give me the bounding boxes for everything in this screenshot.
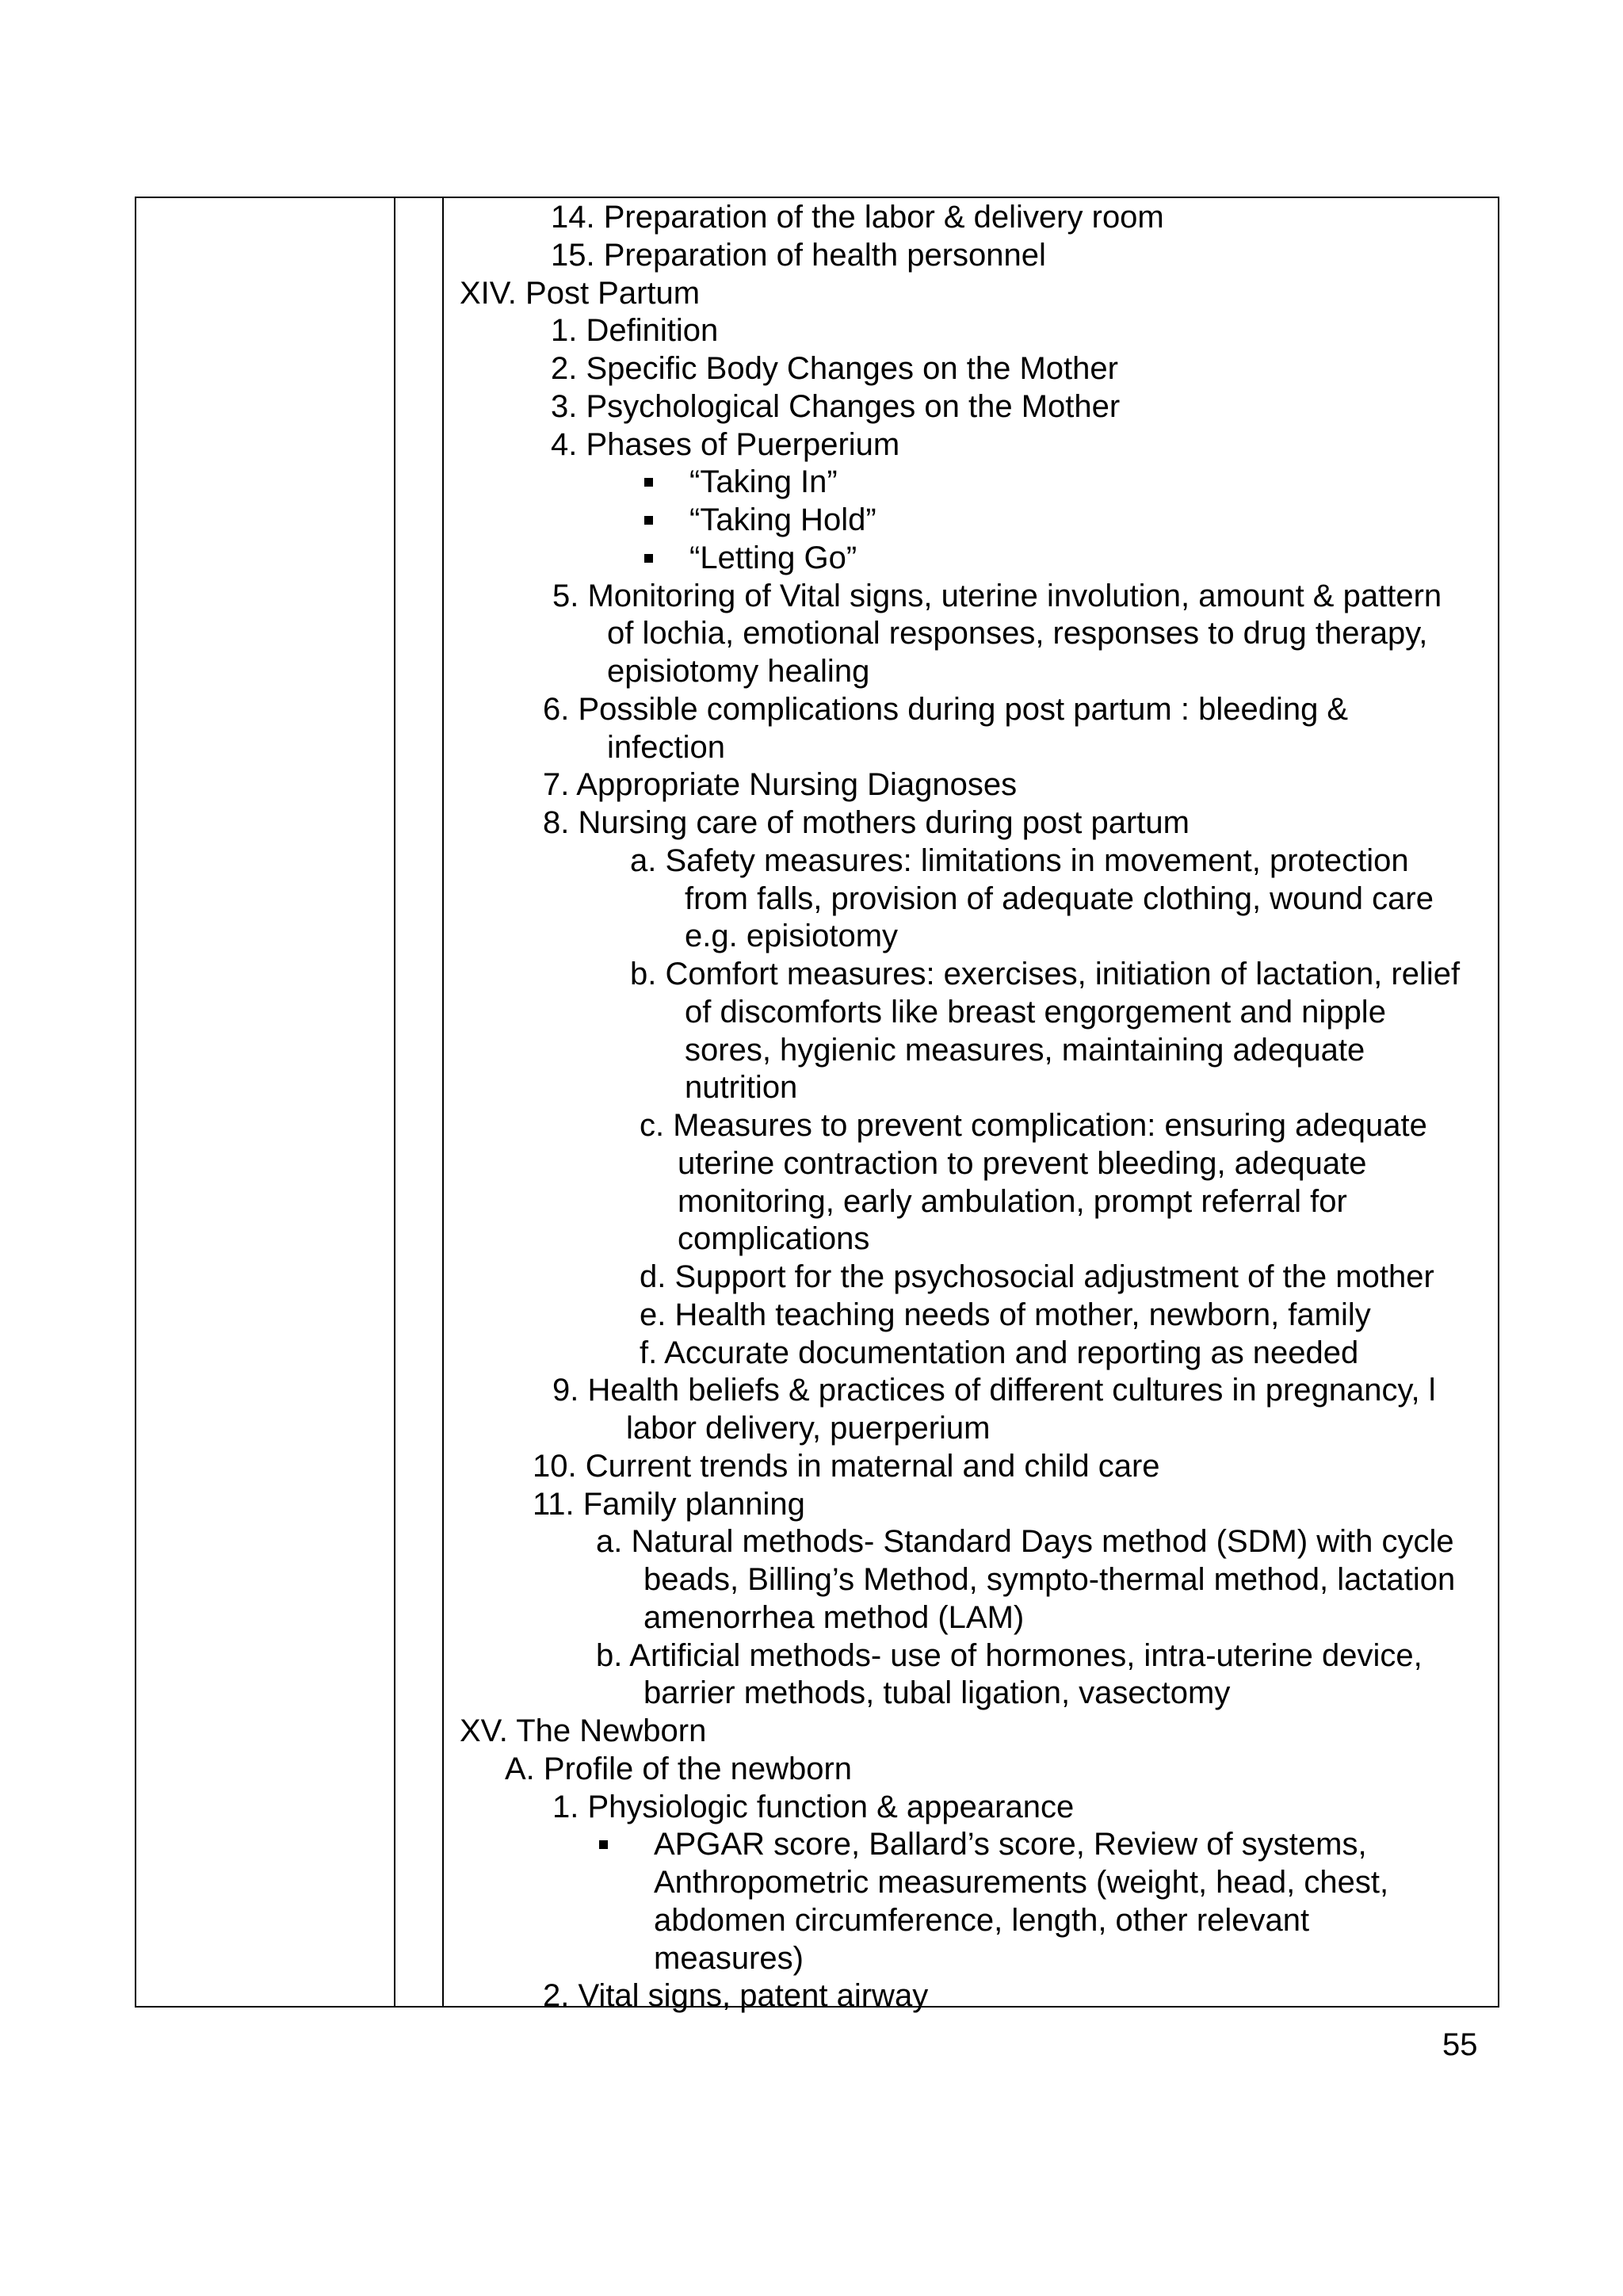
content-line: 1. Definition: [551, 313, 719, 349]
content-line: 4. Phases of Puerperium: [551, 426, 900, 462]
bullet-icon: [599, 1840, 608, 1849]
content-line: e. Health teaching needs of mother, newborn, family: [640, 1297, 1371, 1332]
bullet-icon: [644, 516, 653, 525]
content-line: infection: [607, 729, 725, 765]
content-line: monitoring, early ambulation, prompt referral for: [678, 1183, 1347, 1219]
content-line: uterine contraction to prevent bleeding, adequate: [678, 1145, 1367, 1181]
content-line: measures): [654, 1940, 804, 1976]
content-line: “Taking In”: [689, 464, 838, 500]
content-line: 9. Health beliefs & practices of different cultures in pregnancy, l: [552, 1373, 1436, 1408]
content-line: 2. Vital signs, patent airway: [543, 1978, 929, 2014]
content-line: complications: [678, 1221, 870, 1257]
content-line: d. Support for the psychosocial adjustment of the mother: [640, 1259, 1434, 1294]
content-line: 14. Preparation of the labor & delivery room: [551, 200, 1164, 235]
content-line: from falls, provision of adequate clothing, wound care: [685, 881, 1434, 916]
content-line: labor delivery, puerperium: [626, 1411, 991, 1446]
content-line: barrier methods, tubal ligation, vasectomy: [643, 1675, 1231, 1711]
content-line: episiotomy healing: [607, 654, 870, 689]
column-divider: [442, 198, 444, 2006]
content-line: “Taking Hold”: [689, 502, 876, 537]
content-line: b. Artificial methods- use of hormones, intra-uterine device,: [596, 1637, 1423, 1673]
content-line: 11. Family planning: [533, 1486, 805, 1522]
content-line: a. Safety measures: limitations in movement, protection: [630, 842, 1409, 878]
content-line: e.g. episiotomy: [685, 919, 899, 954]
content-line: c. Measures to prevent complication: ensuring adequate: [640, 1108, 1427, 1143]
bullet-icon: [644, 554, 653, 563]
content-line: 1. Physiologic function & appearance: [552, 1789, 1075, 1824]
content-line: 3. Psychological Changes on the Mother: [551, 388, 1121, 424]
content-line: beads, Billing’s Method, sympto-thermal method, lactation: [643, 1562, 1456, 1597]
page-number: 55: [1442, 2027, 1478, 2062]
content-line: of discomforts like breast engorgement and nipple: [685, 994, 1386, 1030]
bullet-icon: [644, 478, 653, 487]
content-line: “Letting Go”: [689, 540, 857, 575]
content-line: APGAR score, Ballard’s score, Review of systems,: [654, 1827, 1367, 1862]
content-line: nutrition: [685, 1070, 798, 1106]
content-line: XIV. Post Partum: [460, 275, 701, 311]
content-line: 10. Current trends in maternal and child care: [533, 1448, 1160, 1484]
content-line: sores, hygienic measures, maintaining adequate: [685, 1032, 1365, 1068]
content-line: XV. The Newborn: [460, 1713, 707, 1748]
content-line: of lochia, emotional responses, responses to drug therapy,: [607, 616, 1428, 651]
content-line: 15. Preparation of health personnel: [551, 237, 1046, 273]
content-line: 6. Possible complications during post partum : bleeding &: [543, 691, 1349, 727]
content-line: 7. Appropriate Nursing Diagnoses: [543, 767, 1018, 803]
content-line: amenorrhea method (LAM): [643, 1599, 1025, 1635]
content-line: 2. Specific Body Changes on the Mother: [551, 351, 1118, 386]
content-line: 8. Nursing care of mothers during post partum: [543, 805, 1190, 840]
content-line: f. Accurate documentation and reporting as needed: [640, 1335, 1359, 1370]
content-line: b. Comfort measures: exercises, initiation of lactation, relief: [630, 957, 1461, 991]
content-line: Anthropometric measurements (weight, head, chest,: [654, 1865, 1389, 1900]
content-line: A. Profile of the newborn: [505, 1751, 853, 1786]
content-line: a. Natural methods- Standard Days method (SDM) with cycle: [596, 1524, 1454, 1560]
content-line: 5. Monitoring of Vital signs, uterine involution, amount & pattern: [552, 578, 1442, 613]
content-line: abdomen circumference, length, other relevant: [654, 1902, 1310, 1938]
column-divider: [394, 198, 395, 2006]
